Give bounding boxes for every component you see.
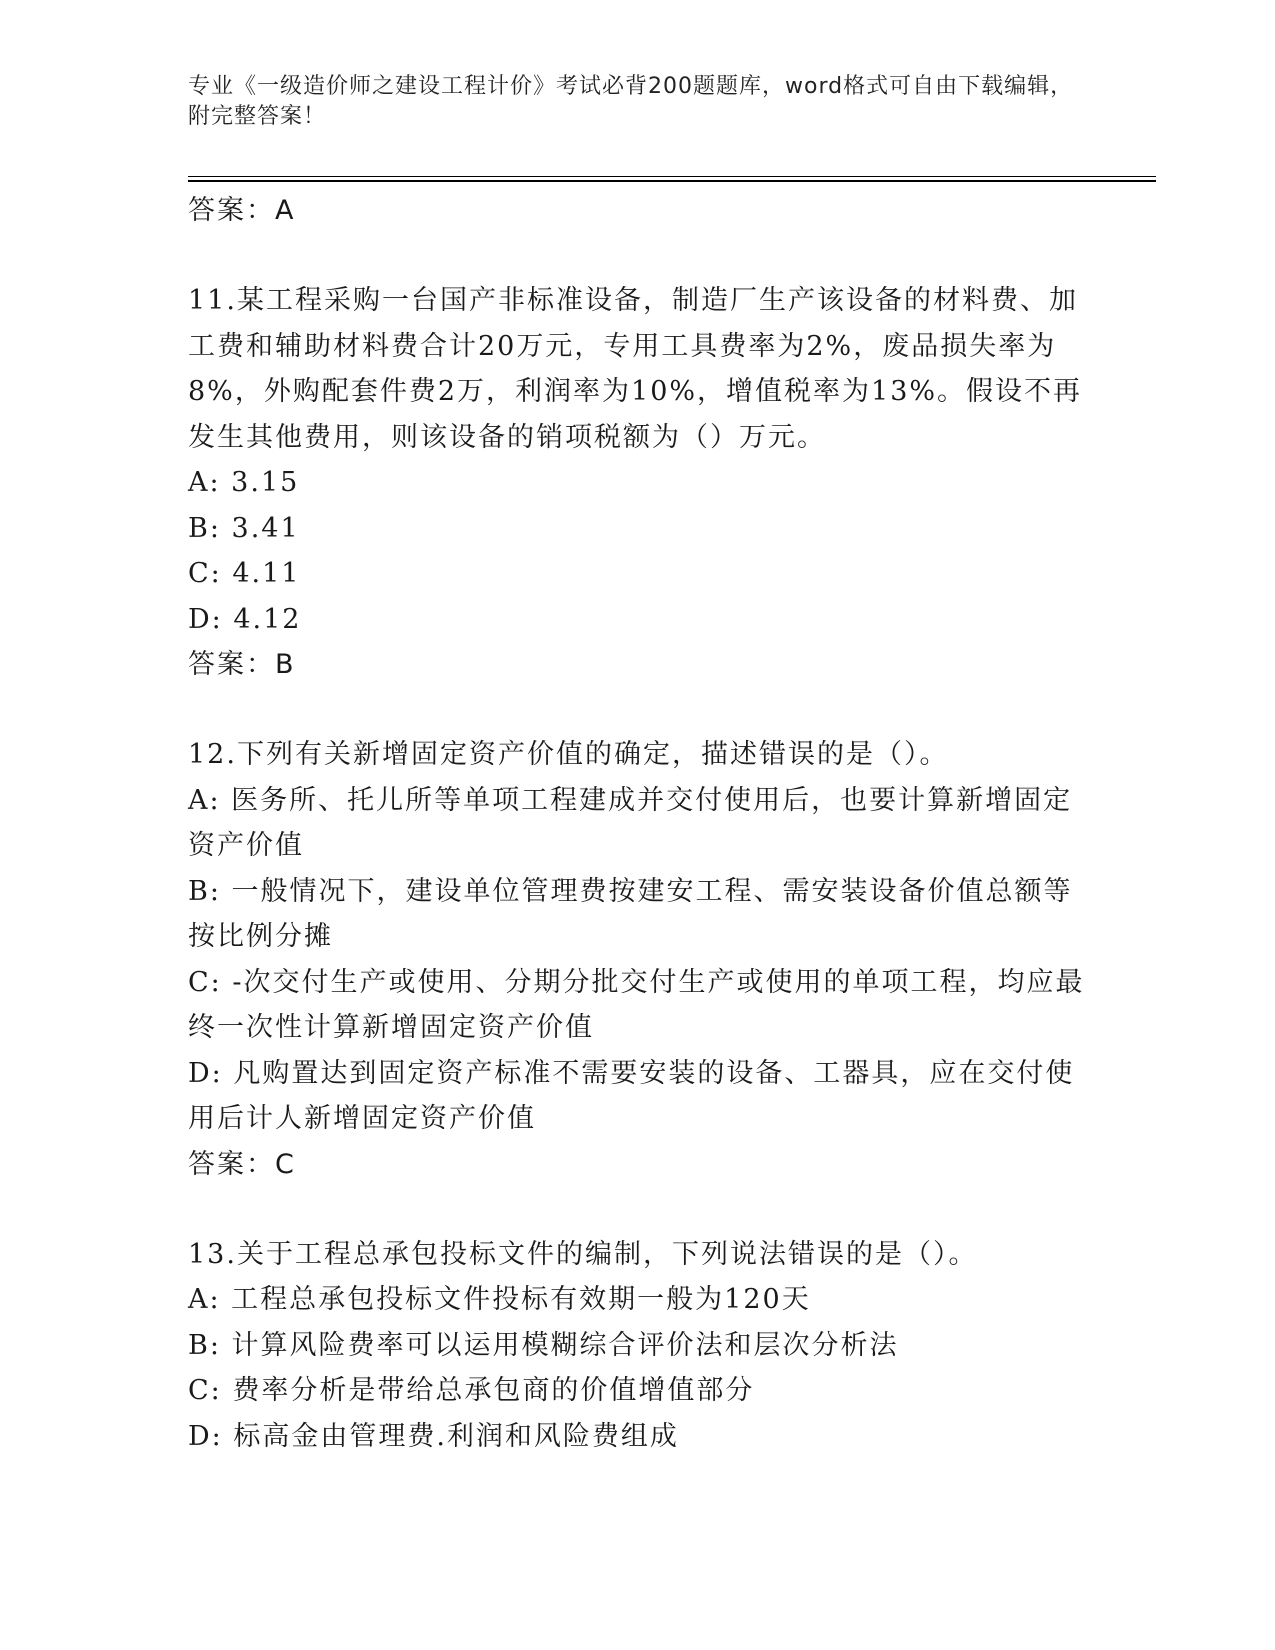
spacer	[188, 688, 1088, 732]
option-b: B: 一般情况下，建设单位管理费按建安工程、需安装设备价值总额等按比例分摊	[188, 875, 1073, 952]
option-c: C: -次交付生产或使用、分期分批交付生产或使用的单项工程，均应最终一次性计算新增固定资产价值	[188, 966, 1085, 1043]
option-d: D: 标高金由管理费.利润和风险费组成	[188, 1420, 679, 1452]
option-b: B: 计算风险费率可以运用模糊综合评价法和层次分析法	[188, 1329, 899, 1361]
question-13	[188, 1232, 1088, 1460]
spacer	[188, 234, 1088, 278]
option-a: A: 医务所、托儿所等单项工程建成并交付使用后，也要计算新增固定资产价值	[188, 784, 1073, 861]
spacer	[188, 1188, 1088, 1232]
option-c: C: 费率分析是带给总承包商的价值增值部分	[188, 1375, 755, 1406]
option-a: A: 工程总承包投标文件投标有效期一般为120天	[188, 1284, 811, 1315]
question-stem: 11.某工程采购一台国产非标准设备，制造厂生产该设备的材料费、加工费和辅助材料费合计20万元，专用工具费率为2%，废品损失率为8%，外购配套件费2万，利润率为10%，增值税率为13%。假设不再发生其他费用，则该设备的销项税额为（）万元。	[188, 285, 1083, 453]
header-divider-thin	[188, 176, 1156, 177]
question-11	[188, 278, 1088, 688]
question-content	[188, 188, 1088, 1459]
option-d: D: 4.12	[188, 603, 302, 635]
question-stem: 12.下列有关新增固定资产价值的确定，描述错误的是（）。	[188, 739, 949, 770]
option-d: D: 凡购置达到固定资产标准不需要安装的设备、工器具，应在交付使用后计人新增固定资产价值	[188, 1057, 1075, 1134]
option-a: A: 3.15	[188, 467, 300, 498]
page-header: 专业《一级造价师之建设工程计价》考试必背200题题库，word格式可自由下载编辑，附完整答案！	[188, 74, 1074, 129]
option-b: B: 3.41	[188, 512, 300, 544]
question-stem: 13.关于工程总承包投标文件的编制，下列说法错误的是（）。	[188, 1238, 978, 1270]
header-divider-thick	[188, 180, 1156, 182]
option-c: C: 4.11	[188, 558, 301, 589]
answer: 答案：B	[188, 649, 296, 680]
answer: 答案：C	[188, 1148, 296, 1180]
question-12	[188, 732, 1088, 1188]
prev-answer: 答案：A	[188, 195, 296, 226]
